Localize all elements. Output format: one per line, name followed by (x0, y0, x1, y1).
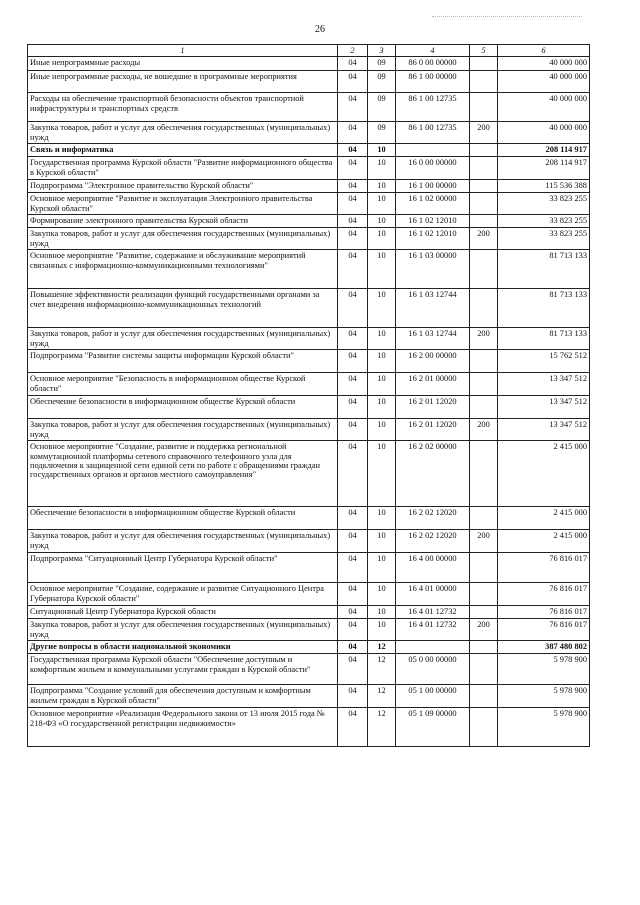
row-amount: 33 823 255 (498, 193, 590, 215)
row-expense-type (470, 396, 498, 419)
row-expense-type: 200 (470, 619, 498, 641)
row-target-code: 16 1 03 12744 (396, 289, 470, 328)
row-target-code (396, 144, 470, 157)
row-target-code: 16 4 01 00000 (396, 583, 470, 606)
row-target-code: 86 1 00 12735 (396, 122, 470, 144)
row-section-code: 04 (338, 180, 368, 193)
table-row (28, 606, 590, 619)
table-row (28, 289, 590, 328)
row-subsection-code: 10 (368, 250, 396, 289)
row-target-code: 16 4 01 12732 (396, 606, 470, 619)
table-row (28, 144, 590, 157)
row-name: Другие вопросы в области национальной экономики (28, 641, 338, 654)
table-row (28, 180, 590, 193)
row-section-code: 04 (338, 507, 368, 530)
row-subsection-code: 09 (368, 71, 396, 93)
row-target-code: 05 0 00 00000 (396, 654, 470, 685)
row-subsection-code: 12 (368, 685, 396, 708)
row-subsection-code: 10 (368, 441, 396, 507)
row-target-code: 16 2 01 00000 (396, 373, 470, 396)
row-target-code: 16 4 00 00000 (396, 553, 470, 583)
row-expense-type (470, 57, 498, 71)
row-name: Подпрограмма "Развитие системы защиты информации Курской области" (28, 350, 338, 373)
row-subsection-code: 10 (368, 619, 396, 641)
row-amount: 81 713 133 (498, 289, 590, 328)
table-row (28, 583, 590, 606)
table-row (28, 250, 590, 289)
row-subsection-code: 10 (368, 180, 396, 193)
row-subsection-code: 10 (368, 328, 396, 350)
row-name: Иные непрограммные расходы, не вошедшие в программные мероприятия (28, 71, 338, 93)
column-header: 4 (396, 45, 470, 57)
row-name: Связь и информатика (28, 144, 338, 157)
row-expense-type (470, 93, 498, 122)
row-amount: 208 114 917 (498, 144, 590, 157)
row-expense-type (470, 441, 498, 507)
row-expense-type (470, 193, 498, 215)
row-section-code: 04 (338, 441, 368, 507)
row-subsection-code: 09 (368, 57, 396, 71)
row-section-code: 04 (338, 583, 368, 606)
table-row (28, 654, 590, 685)
table-row (28, 122, 590, 144)
row-amount: 76 816 017 (498, 553, 590, 583)
row-section-code: 04 (338, 57, 368, 71)
row-expense-type: 200 (470, 122, 498, 144)
row-expense-type: 200 (470, 530, 498, 553)
row-section-code: 04 (338, 122, 368, 144)
row-expense-type (470, 157, 498, 180)
row-subsection-code: 10 (368, 215, 396, 228)
row-target-code: 05 1 09 00000 (396, 708, 470, 747)
table-row (28, 350, 590, 373)
row-amount: 387 480 802 (498, 641, 590, 654)
row-section-code: 04 (338, 193, 368, 215)
row-name: Закупка товаров, работ и услуг для обеспечения государственных (муниципальных) нужд (28, 228, 338, 250)
row-amount: 33 823 255 (498, 215, 590, 228)
row-expense-type (470, 350, 498, 373)
row-expense-type (470, 250, 498, 289)
row-expense-type: 200 (470, 419, 498, 441)
table-row (28, 419, 590, 441)
table-row (28, 530, 590, 553)
row-section-code: 04 (338, 530, 368, 553)
row-section-code: 04 (338, 606, 368, 619)
table-row (28, 157, 590, 180)
table-row (28, 619, 590, 641)
row-subsection-code: 10 (368, 373, 396, 396)
row-section-code: 04 (338, 396, 368, 419)
row-expense-type (470, 641, 498, 654)
row-expense-type (470, 373, 498, 396)
row-target-code: 16 1 02 12010 (396, 228, 470, 250)
column-header: 1 (28, 45, 338, 57)
row-expense-type: 200 (470, 328, 498, 350)
row-section-code: 04 (338, 215, 368, 228)
row-name: Закупка товаров, работ и услуг для обеспечения государственных (муниципальных) нужд (28, 530, 338, 553)
row-section-code: 04 (338, 350, 368, 373)
row-name: Основное мероприятие «Реализация Федерального закона от 13 июля 2015 года № 218-ФЗ «О государственной регистрации недвижимости» (28, 708, 338, 747)
row-subsection-code: 09 (368, 122, 396, 144)
row-expense-type (470, 708, 498, 747)
row-subsection-code: 10 (368, 144, 396, 157)
row-target-code (396, 641, 470, 654)
row-subsection-code: 12 (368, 708, 396, 747)
row-name: Основное мероприятие "Развитие, содержание и обслуживание мероприятий связанных с информационно-коммуникационными технологиями" (28, 250, 338, 289)
row-target-code: 16 2 02 00000 (396, 441, 470, 507)
row-amount: 2 415 000 (498, 441, 590, 507)
row-name: Основное мероприятие "Создание, содержание и развитие Ситуационного Центра Губернатора Курской области" (28, 583, 338, 606)
row-subsection-code: 10 (368, 289, 396, 328)
row-target-code: 05 1 00 00000 (396, 685, 470, 708)
row-amount: 76 816 017 (498, 619, 590, 641)
row-target-code: 16 2 02 12020 (396, 530, 470, 553)
table-row (28, 193, 590, 215)
row-subsection-code: 10 (368, 583, 396, 606)
column-header: 5 (470, 45, 498, 57)
row-target-code: 16 1 00 00000 (396, 180, 470, 193)
row-target-code: 16 2 00 00000 (396, 350, 470, 373)
column-header: 2 (338, 45, 368, 57)
table-row (28, 507, 590, 530)
row-expense-type (470, 507, 498, 530)
table-row (28, 685, 590, 708)
row-name: Обеспечение безопасности в информационном обществе Курской области (28, 507, 338, 530)
table-row (28, 441, 590, 507)
row-subsection-code: 10 (368, 419, 396, 441)
row-subsection-code: 10 (368, 193, 396, 215)
row-expense-type (470, 180, 498, 193)
row-target-code: 16 4 01 12732 (396, 619, 470, 641)
row-target-code: 86 1 00 12735 (396, 93, 470, 122)
row-expense-type (470, 654, 498, 685)
row-expense-type (470, 289, 498, 328)
row-subsection-code: 12 (368, 641, 396, 654)
table-row (28, 57, 590, 71)
row-target-code: 86 0 00 00000 (396, 57, 470, 71)
row-amount: 81 713 133 (498, 250, 590, 289)
row-amount: 2 415 000 (498, 530, 590, 553)
row-amount: 81 713 133 (498, 328, 590, 350)
row-target-code: 16 1 03 00000 (396, 250, 470, 289)
row-expense-type: 200 (470, 228, 498, 250)
row-expense-type (470, 215, 498, 228)
row-name: Подпрограмма "Ситуационный Центр Губернатора Курской области" (28, 553, 338, 583)
row-name: Государственная программа Курской области "Обеспечение доступным и комфортным жильем и коммунальными услугами граждан в Курской области" (28, 654, 338, 685)
row-expense-type (470, 606, 498, 619)
row-amount: 76 816 017 (498, 606, 590, 619)
row-expense-type (470, 685, 498, 708)
row-target-code: 16 1 02 00000 (396, 193, 470, 215)
row-target-code: 86 1 00 00000 (396, 71, 470, 93)
row-section-code: 04 (338, 708, 368, 747)
row-subsection-code: 10 (368, 350, 396, 373)
row-name: Обеспечение безопасности в информационном обществе Курской области (28, 396, 338, 419)
column-header: 3 (368, 45, 396, 57)
row-subsection-code: 12 (368, 654, 396, 685)
row-section-code: 04 (338, 641, 368, 654)
row-name: Государственная программа Курской области "Развитие информационного общества в Курской области" (28, 157, 338, 180)
row-target-code: 16 2 01 12020 (396, 396, 470, 419)
row-subsection-code: 10 (368, 396, 396, 419)
row-target-code: 16 1 03 12744 (396, 328, 470, 350)
row-target-code: 16 2 01 12020 (396, 419, 470, 441)
row-subsection-code: 10 (368, 553, 396, 583)
row-amount: 15 762 512 (498, 350, 590, 373)
row-amount: 2 415 000 (498, 507, 590, 530)
table-row (28, 71, 590, 93)
row-name: Основное мероприятие "Безопасность в информационном обществе Курской области" (28, 373, 338, 396)
row-name: Закупка товаров, работ и услуг для обеспечения государственных (муниципальных) нужд (28, 419, 338, 441)
row-section-code: 04 (338, 328, 368, 350)
row-name: Закупка товаров, работ и услуг для обеспечения государственных (муниципальных) нужд (28, 328, 338, 350)
row-section-code: 04 (338, 250, 368, 289)
row-section-code: 04 (338, 553, 368, 583)
row-section-code: 04 (338, 654, 368, 685)
row-amount: 40 000 000 (498, 71, 590, 93)
row-amount: 5 978 900 (498, 685, 590, 708)
row-name: Иные непрограммные расходы (28, 57, 338, 71)
table-row (28, 553, 590, 583)
row-amount: 208 114 917 (498, 157, 590, 180)
budget-table (27, 44, 590, 747)
row-subsection-code: 10 (368, 606, 396, 619)
row-name: Подпрограмма "Электронное правительство Курской области" (28, 180, 338, 193)
table-row (28, 328, 590, 350)
row-expense-type (470, 553, 498, 583)
row-section-code: 04 (338, 144, 368, 157)
table-row (28, 641, 590, 654)
table-row (28, 708, 590, 747)
table-row (28, 93, 590, 122)
table-row (28, 396, 590, 419)
row-name: Формирование электронного правительства Курской области (28, 215, 338, 228)
column-header: 6 (498, 45, 590, 57)
row-amount: 13 347 512 (498, 373, 590, 396)
row-amount: 40 000 000 (498, 57, 590, 71)
table-header-row (28, 45, 590, 57)
row-subsection-code: 10 (368, 507, 396, 530)
row-name: Подпрограмма "Создание условий для обеспечения доступным и комфортным жильем граждан в Курской области" (28, 685, 338, 708)
row-subsection-code: 10 (368, 228, 396, 250)
row-section-code: 04 (338, 289, 368, 328)
row-name: Ситуационный Центр Губернатора Курской области (28, 606, 338, 619)
row-amount: 13 347 512 (498, 419, 590, 441)
row-section-code: 04 (338, 228, 368, 250)
row-amount: 115 536 388 (498, 180, 590, 193)
row-name: Основное мероприятие "Создание, развитие и поддержка региональной коммутационной платформы сетевого справочного телефонного узла для подключения к защищенной сети единой сети по работе с обращениями граждан государственных органов и органов местного самоуправления" (28, 441, 338, 507)
table-row (28, 228, 590, 250)
row-name: Закупка товаров, работ и услуг для обеспечения государственных (муниципальных) нужд (28, 122, 338, 144)
row-target-code: 16 1 02 12010 (396, 215, 470, 228)
row-section-code: 04 (338, 419, 368, 441)
table-row (28, 215, 590, 228)
row-target-code: 16 2 02 12020 (396, 507, 470, 530)
row-expense-type (470, 583, 498, 606)
row-amount: 76 816 017 (498, 583, 590, 606)
row-section-code: 04 (338, 619, 368, 641)
row-section-code: 04 (338, 93, 368, 122)
row-expense-type (470, 71, 498, 93)
row-name: Основное мероприятие "Развитие и эксплуатация Электронного правительства Курской области" (28, 193, 338, 215)
row-target-code: 16 0 00 00000 (396, 157, 470, 180)
row-amount: 40 000 000 (498, 122, 590, 144)
row-section-code: 04 (338, 373, 368, 396)
row-section-code: 04 (338, 71, 368, 93)
row-amount: 33 823 255 (498, 228, 590, 250)
row-subsection-code: 10 (368, 530, 396, 553)
row-amount: 5 978 900 (498, 708, 590, 747)
row-subsection-code: 09 (368, 93, 396, 122)
row-expense-type (470, 144, 498, 157)
row-amount: 40 000 000 (498, 93, 590, 122)
row-section-code: 04 (338, 685, 368, 708)
row-name: Закупка товаров, работ и услуг для обеспечения государственных (муниципальных) нужд (28, 619, 338, 641)
scan-mark (432, 16, 582, 17)
page-number: 26 (315, 24, 325, 35)
row-amount: 13 347 512 (498, 396, 590, 419)
row-subsection-code: 10 (368, 157, 396, 180)
table-row (28, 373, 590, 396)
row-section-code: 04 (338, 157, 368, 180)
row-name: Повышение эффективности реализации функций государственными органами за счет внедрения информационно-коммуникационных технологий (28, 289, 338, 328)
row-name: Расходы на обеспечение транспортной безопасности объектов транспортной инфраструктуры и транспортных средств (28, 93, 338, 122)
row-amount: 5 978 900 (498, 654, 590, 685)
